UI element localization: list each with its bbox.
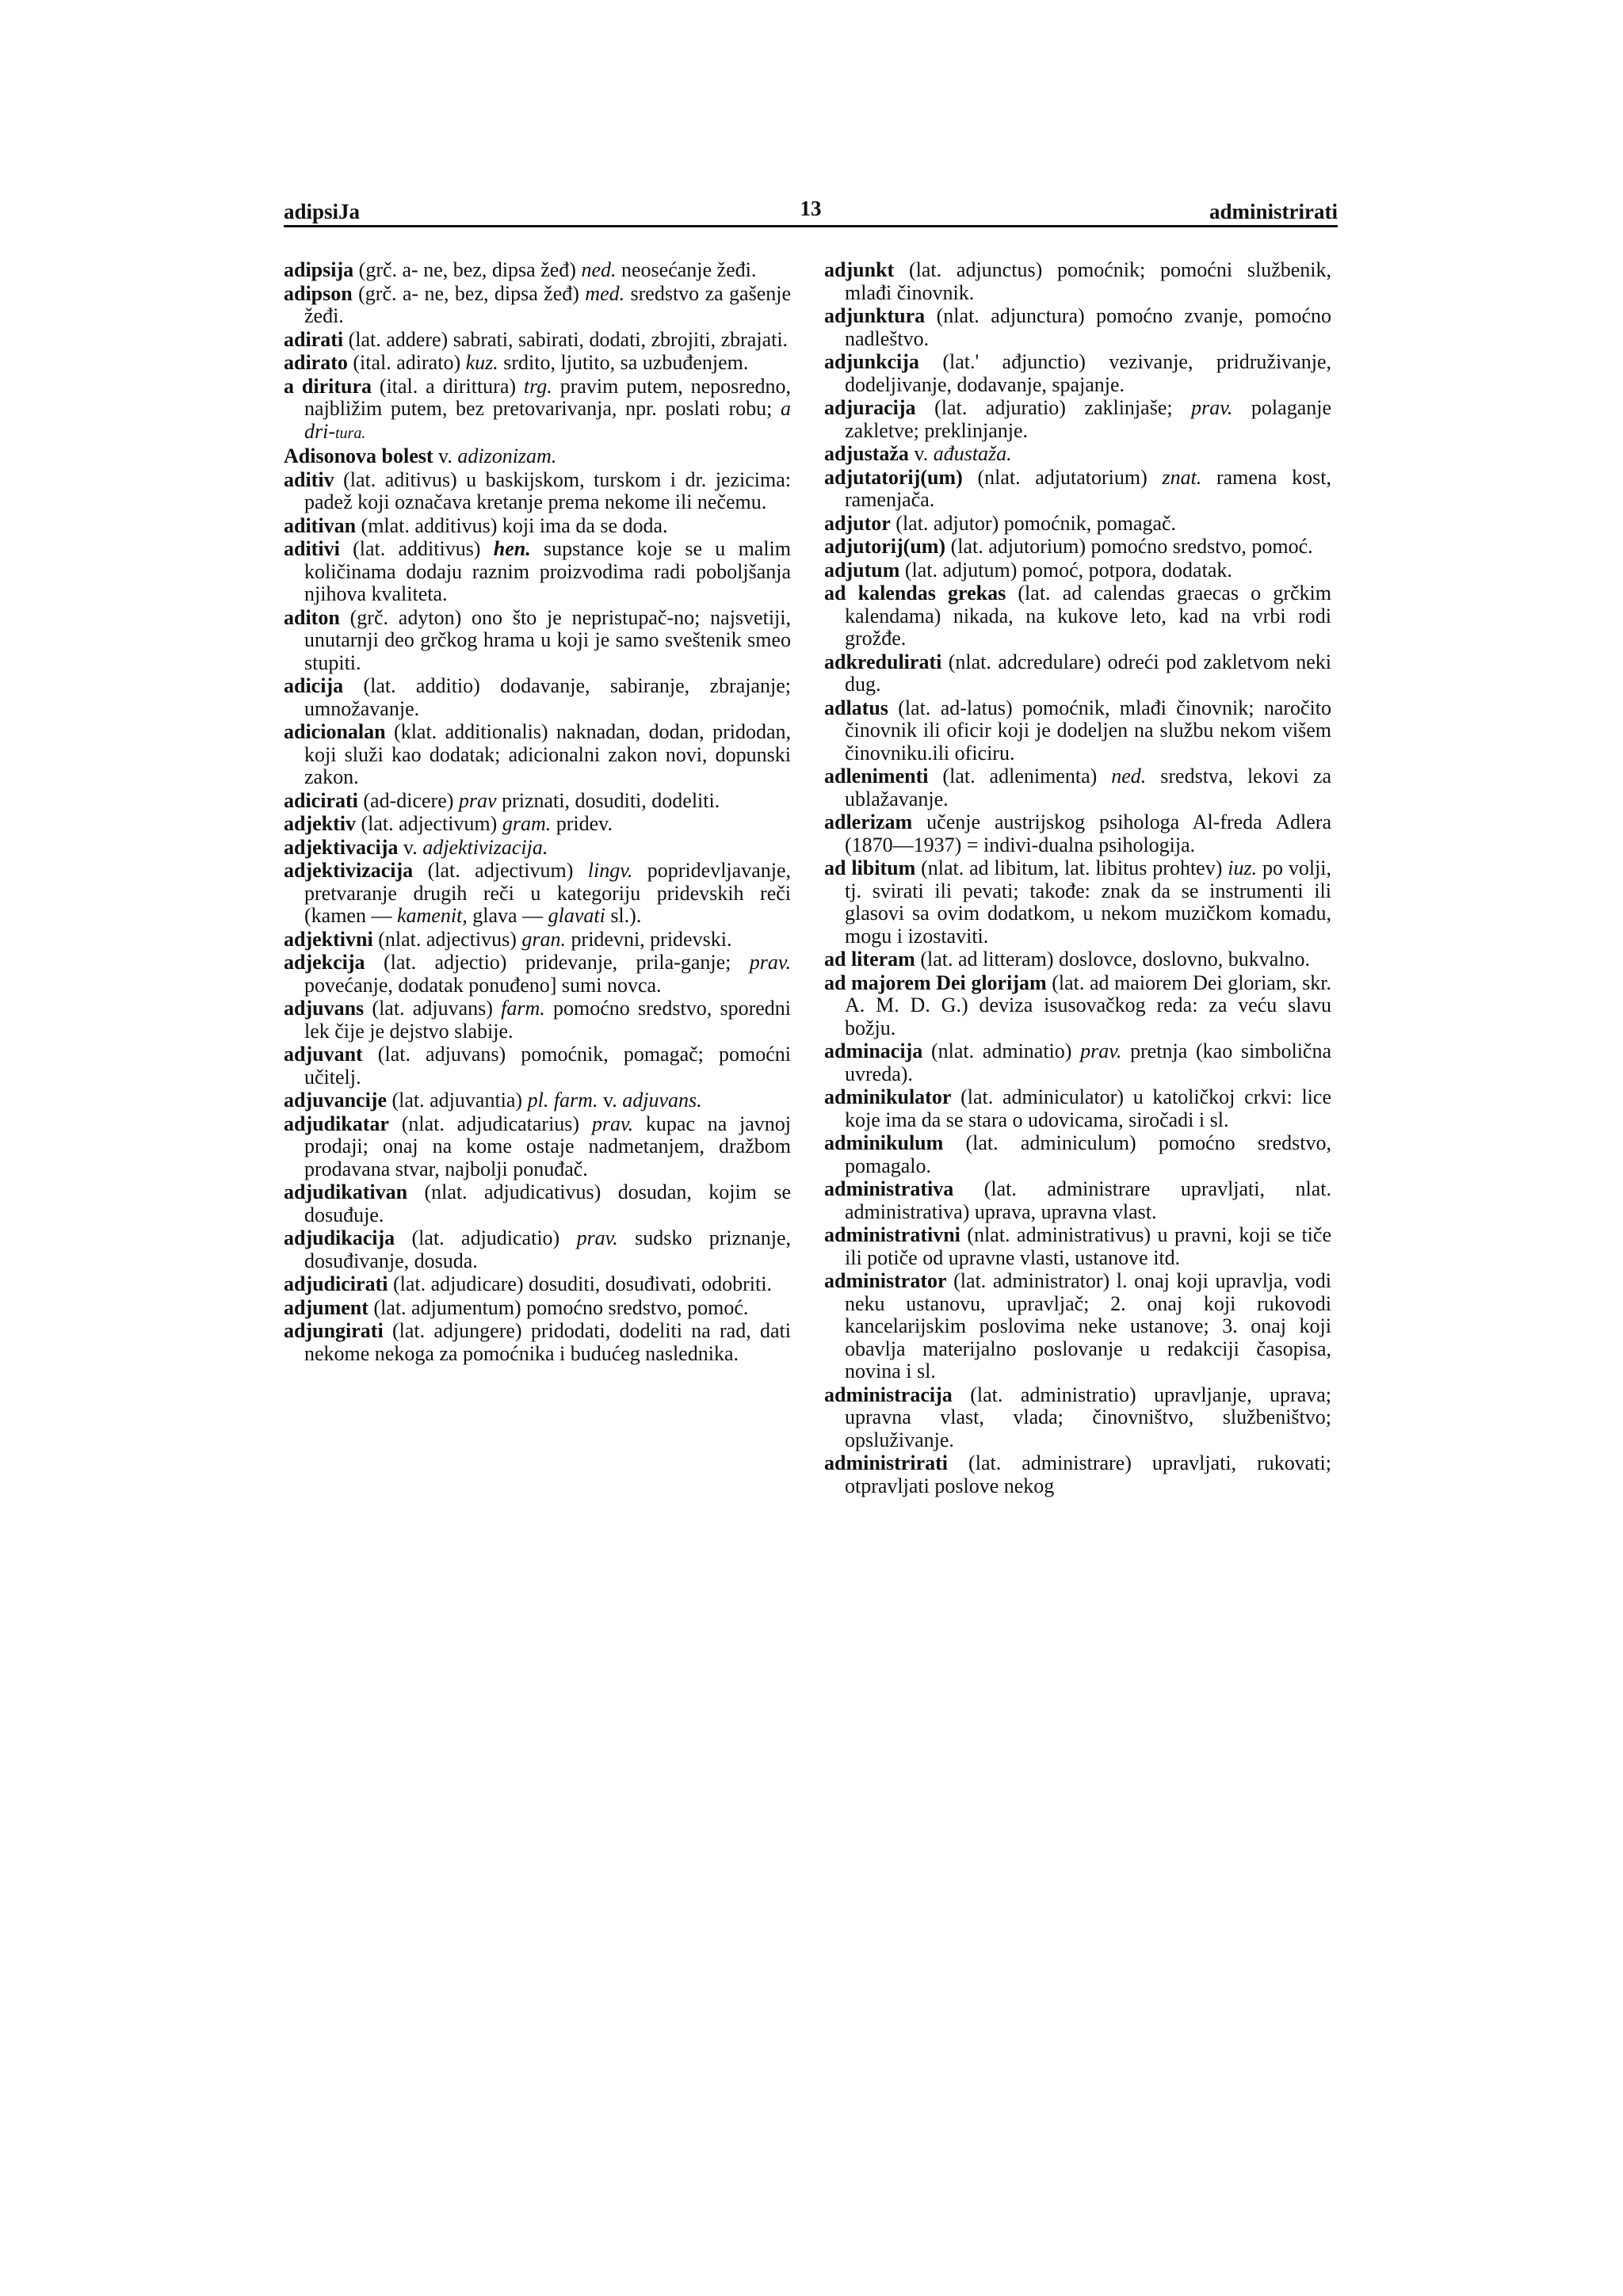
entry-definition-text: kupac na javnoj prodaji; onaj na kome ostaje nadmetanjem, dražbom prodavana stvar, najbolji ponuđač. [304, 1112, 791, 1180]
dictionary-entry [824, 559, 1331, 582]
dictionary-page [284, 196, 1338, 1497]
entry-definition-text: (lat. additivus) [339, 537, 494, 560]
dictionary-entry [284, 1113, 791, 1181]
dictionary-entry [824, 1178, 1331, 1223]
entry-headword: ad literam [824, 948, 915, 971]
entry-definition-text: ađustaža. [933, 442, 1012, 465]
entry-headword: adjutum [824, 558, 900, 582]
dictionary-entry [284, 790, 791, 813]
entry-definition-text: kuz. [465, 351, 498, 374]
entry-definition-text: (lat.' ađjunctio) vezivanje, pridruživanje, dodeljivanje, dodavanje, spajanje. [845, 350, 1331, 396]
entry-definition-text: prav. [1191, 396, 1233, 419]
entry-definition-text: adizonizam. [457, 444, 557, 467]
entry-headword: adjument [284, 1295, 369, 1319]
dictionary-entry [284, 259, 791, 282]
entry-headword: adkredulirati [824, 650, 942, 673]
entry-definition-text: (lat. adjudicare) dosuditi, dosuđivati, odobriti. [388, 1272, 772, 1295]
entry-headword: administrativni [824, 1223, 960, 1246]
page-number: 13 [800, 196, 822, 220]
dictionary-entry [284, 929, 791, 952]
entry-headword: aditivan [284, 513, 357, 537]
entry-headword: adipsija [284, 258, 354, 281]
entry-headword: adjudikativan [284, 1180, 408, 1203]
dictionary-entry [284, 860, 791, 928]
entry-definition-text: (lat. additio) dodavanje, sabiranje, zbrajanje; umnožavanje. [304, 674, 791, 720]
dictionary-entry [824, 536, 1331, 559]
entry-definition-text: (ital. a dirittura) [372, 374, 524, 398]
entry-definition-text: (lat. adjutum) pomoć, potpora, dodatak. [899, 558, 1232, 582]
entry-definition-text: (lat. ad calendas graecas o grčkim kalendama) nikada, na kukove leto, kad na vrbi rodi grožđe. [845, 582, 1331, 650]
entry-definition-text: prav. [1080, 1039, 1122, 1062]
entry-headword: adjektivizacija [284, 859, 414, 882]
entry-definition-text: pl. farm. [527, 1089, 598, 1112]
dictionary-entry [284, 952, 791, 997]
dictionary-entry [824, 397, 1331, 442]
entry-headword: ad kalendas grekas [824, 582, 1006, 605]
left-column [284, 259, 791, 1366]
entry-definition-text: glavati [548, 904, 605, 927]
dictionary-entry [824, 811, 1331, 856]
entry-definition-text: prav. [749, 951, 791, 974]
entry-headword: adicirati [284, 788, 358, 812]
entry-headword: adirato [284, 351, 348, 374]
entry-definition-text: priznati, dosuditi, dodeliti. [496, 788, 720, 812]
dictionary-entry [284, 1227, 791, 1272]
entry-definition-text: pretnja (kao simbolična uvreda). [845, 1039, 1331, 1085]
entry-definition-text: ned. [1111, 765, 1147, 788]
entry-definition-text: povećanje, dodatak ponuđeno] sumi novca. [304, 973, 662, 997]
entry-definition-text: pridev. [551, 812, 613, 835]
entry-definition-text: (nlat. administrativus) u pravni, koji se tiče ili potiče od upravne vlasti, ustanove itd. [845, 1223, 1331, 1269]
entry-definition-text: v. [398, 835, 423, 859]
entry-headword: adjektivacija [284, 835, 399, 859]
dictionary-entry [284, 1089, 791, 1112]
entry-definition-text: (lat. adjunctus) pomoćnik; pomoćni službenik, mlađi činovnik. [845, 258, 1331, 304]
dictionary-entry [284, 721, 791, 789]
entry-definition-text: (lat. ad litteram) doslovce, doslovno, bukvalno. [915, 948, 1311, 971]
entry-headword: adminikulator [824, 1085, 952, 1108]
entry-definition-text: učenje austrijskog psihologa Al-freda Adlera (1870—1937) = indivi-dualna psihologija. [845, 810, 1331, 856]
entry-headword: adlenimenti [824, 765, 929, 788]
dictionary-entry [284, 1181, 791, 1226]
entry-headword: adjustaža [824, 442, 909, 465]
entry-headword: adipson [284, 281, 353, 305]
entry-definition-text: (nlat. ad libitum, lat. libitus prohtev) [915, 856, 1228, 879]
entry-definition-text: prav. [591, 1112, 634, 1135]
dictionary-entry [824, 972, 1331, 1040]
entry-definition-text: neosećanje žeđi. [616, 258, 757, 281]
entry-headword: adjuvans [284, 997, 365, 1020]
dictionary-entry [284, 469, 791, 514]
header-first-entry: adipsiJa [284, 200, 361, 223]
dictionary-entry [284, 445, 791, 468]
dictionary-entry [284, 813, 791, 836]
entry-headword: adjekcija [284, 951, 365, 974]
entry-definition-text: v. [433, 444, 458, 467]
dictionary-entry [284, 538, 791, 606]
entry-headword: ad majorem Dei glorijam [824, 971, 1047, 994]
entry-definition-text: (lat. adjumentum) pomoćno sredstvo, pomoć. [368, 1295, 749, 1319]
dictionary-entry [284, 352, 791, 375]
entry-definition-text: v. [598, 1089, 623, 1112]
entry-definition-text: adjektivizacija. [422, 835, 548, 859]
entry-headword: adjunkt [824, 258, 895, 281]
entry-definition-text: glava — [467, 904, 548, 927]
entry-definition-text: a dri- [304, 397, 791, 443]
entry-headword: adjuracija [824, 396, 916, 419]
entry-headword: adjunkcija [824, 350, 919, 373]
entry-definition-text: (ital. adirato) [347, 351, 466, 374]
right-column [824, 259, 1331, 1498]
entry-definition-text: hen. [493, 537, 531, 560]
entry-definition-text: gram. [502, 812, 552, 835]
entry-headword: adjutorij(um) [824, 535, 946, 558]
dictionary-entry [824, 582, 1331, 650]
entry-definition-text: gran. [521, 927, 567, 951]
dictionary-entry [284, 515, 791, 538]
entry-definition-text: (grč. a- ne, bez, dipsa žeđ) [353, 258, 582, 281]
entry-headword: adjektiv [284, 812, 356, 835]
entry-headword: adjudikatar [284, 1112, 389, 1135]
entry-definition-text: (nlat. adminatio) [922, 1039, 1081, 1062]
dictionary-entry [284, 1043, 791, 1089]
entry-definition-text: iuz. [1228, 856, 1258, 879]
entry-definition-text: (lat. adjuvans) pomoćnik, pomagač; pomoćni učitelj. [304, 1043, 791, 1089]
entry-headword: adjuvancije [284, 1089, 387, 1112]
dictionary-entry [824, 351, 1331, 396]
entry-headword: adicionalan [284, 720, 386, 743]
dictionary-entry [824, 1384, 1331, 1452]
entry-definition-text: (lat. addere) sabrati, sabirati, dodati, zbrojiti, zbrajati. [343, 327, 789, 351]
entry-definition-text: tura. [335, 424, 366, 442]
entry-definition-text: adjuvans. [622, 1089, 702, 1112]
dictionary-entry [824, 1270, 1331, 1383]
entry-headword: adjunktura [824, 304, 926, 327]
dictionary-entry [824, 697, 1331, 765]
entry-headword: administrator [824, 1269, 947, 1292]
entry-definition-text: (lat. administrare) upravljati, rukovati; otpravljati poslove nekog [845, 1451, 1331, 1497]
entry-definition-text: sl.). [605, 904, 642, 927]
entry-definition-text: lingv. [587, 859, 633, 882]
entry-definition-text: (lat. adjutorium) pomoćno sredstvo, pomoć. [945, 535, 1313, 558]
entry-definition-text: (nlat. adcredulare) odreći pod zakletvom neki dug. [845, 650, 1331, 696]
entry-definition-text: sredstvo za gašenje žeđi. [304, 281, 792, 327]
dictionary-entry [284, 997, 791, 1043]
entry-headword: adjudikacija [284, 1226, 395, 1249]
entry-definition-text: (lat. adjectio) pridevanje, prila-ganje; [365, 951, 750, 974]
dictionary-entry [824, 1040, 1331, 1085]
entry-headword: adjutatorij(um) [824, 465, 963, 489]
entry-definition-text: (lat. aditivus) u baskijskom, turskom i dr. jezicima: padež koji označava kretanje prema nekome ili nečemu. [304, 467, 791, 513]
dictionary-entry [824, 765, 1331, 810]
entry-definition-text: (lat. adjuvans) [364, 997, 502, 1020]
entry-definition-text: (nlat. adjutatorium) [962, 465, 1163, 489]
entry-definition-text: prav [458, 788, 497, 812]
entry-definition-text: pravim putem, neposredno, najbližim putem, bez pretovarivanja, npr. poslati robu; [304, 374, 791, 420]
dictionary-entry [824, 948, 1331, 971]
entry-definition-text: (lat. adjectivum) [356, 812, 502, 835]
entry-definition-text: (lat. administratio) upravljanje, uprava; upravna vlast, vlada; činovništvo, službeništvo; opsluživanje. [845, 1383, 1331, 1451]
entry-headword: adjuvant [284, 1043, 363, 1066]
entry-headword: aditon [284, 605, 340, 629]
entry-headword: administracija [824, 1383, 953, 1406]
entry-definition-text: (nlat. adjudicatarius) [388, 1112, 592, 1135]
entry-definition-text: (lat. adjungere) pridodati, dodeliti na rad, dati nekome nekoga za pomoćnika i budućeg naslednika. [304, 1319, 791, 1365]
entry-definition-text: med. [585, 281, 625, 305]
dictionary-entry [824, 259, 1331, 304]
dictionary-entry [824, 443, 1331, 466]
entry-definition-text: pridevni, pridevski. [566, 927, 732, 951]
entry-definition-text: sredstva, lekovi za ublažavanje. [845, 765, 1332, 810]
entry-headword: adjudicirati [284, 1272, 388, 1295]
entry-definition-text: (grč. a- ne, bez, dipsa žeđ) [352, 281, 586, 305]
entry-headword: adirati [284, 327, 344, 351]
dictionary-entry [824, 1086, 1331, 1131]
dictionary-entry [824, 1452, 1331, 1497]
dictionary-entry [824, 651, 1331, 696]
entry-headword: adjektivni [284, 927, 373, 951]
running-header [284, 196, 1338, 227]
entry-definition-text: (lat. adminiculator) u katoličkoj crkvi: lice koje ima da se stara o udovicama, siročadi i sl. [845, 1085, 1331, 1131]
entry-definition-text: (ad-dicere) [357, 788, 459, 812]
entry-definition-text: kamenit, [396, 904, 468, 927]
entry-headword: adlatus [824, 696, 888, 719]
entry-headword: adjungirati [284, 1319, 384, 1342]
dictionary-entry [824, 857, 1331, 948]
entry-definition-text: (klat. additionalis) naknadan, dodan, pridodan, koji služi kao dodatak; adicionalni zakon novi, dopunski zakon. [304, 720, 791, 788]
dictionary-entry [824, 1224, 1331, 1269]
entry-definition-text: ramena kost, ramenjača. [845, 465, 1331, 511]
entry-definition-text: (nlat. adjudicativus) dosudan, kojim se dosuđuje. [304, 1180, 791, 1226]
dictionary-entry [824, 1132, 1331, 1177]
entry-definition-text: znat. [1162, 465, 1202, 489]
dictionary-entry [284, 1273, 791, 1296]
dictionary-entry [284, 1320, 791, 1365]
entry-headword: administrirati [824, 1451, 948, 1474]
entry-headword: adjutor [824, 511, 891, 535]
entry-definition-text: sudsko priznanje, dosuđivanje, dosuda. [304, 1226, 791, 1272]
dictionary-entry [284, 376, 791, 445]
entry-definition-text: (lat. adminiculum) pomoćno sredstvo, pomagalo. [845, 1131, 1331, 1177]
entry-definition-text: (mlat. additivus) koji ima da se doda. [356, 513, 668, 537]
entry-definition-text: (nlat. adjectivus) [372, 927, 522, 951]
entry-definition-text: (lat. administrare upravljati, nlat. administrativa) uprava, upravna vlast. [845, 1177, 1331, 1223]
entry-definition-text: (lat. adjuratio) zaklinjaše; [915, 396, 1192, 419]
entry-definition-text: ned. [581, 258, 617, 281]
entry-definition-text: pomoćno sredstvo, sporedni lek čije je dejstvo slabije. [304, 997, 791, 1043]
entry-definition-text: trg. [523, 374, 552, 398]
entry-headword: ad libitum [824, 856, 916, 879]
dictionary-entry [284, 837, 791, 860]
entry-headword: adminacija [824, 1039, 923, 1062]
entry-definition-text: po volji, tj. svirati ili pevati; takođe: znak da se instrumenti ili glasovi sa ovim dodatkom, u nekom muzičkom komadu, mogu i izostaviti. [845, 856, 1332, 948]
dictionary-entry [284, 329, 791, 352]
entry-definition-text: (lat. adjutor) pomoćnik, pomagač. [890, 511, 1177, 535]
entry-definition-text: farm. [501, 997, 545, 1020]
entry-headword: adlerizam [824, 810, 913, 833]
entry-headword: Adisonova bolest [284, 444, 433, 467]
entry-definition-text: popridevljavanje, pretvaranje drugih reči u kategoriju pridevskih reči (kamen — [304, 859, 791, 927]
entry-definition-text: (lat. adjuvantia) [387, 1089, 528, 1112]
dictionary-entry [284, 1297, 791, 1320]
dictionary-entry [824, 513, 1331, 536]
header-last-entry: administrirati [1209, 200, 1338, 223]
entry-definition-text: (lat. adlenimenta) [928, 765, 1112, 788]
entry-definition-text: (lat. ad-latus) pomoćnik, mlađi činovnik; naročito činovnik ili oficir koji je dodeljen na službu nekom višem činovniku.ili oficiru. [845, 696, 1331, 765]
entry-definition-text: (nlat. adjunctura) pomoćno zvanje, pomoćno nadleštvo. [845, 304, 1331, 350]
dictionary-entry [824, 467, 1331, 512]
entry-definition-text: srdito, ljutito, sa uzbuđenjem. [498, 351, 749, 374]
entry-definition-text: (lat. ad maiorem Dei gloriam, skr. A. M. D. G.) deviza isusovačkog reda: za veću slavu božju. [845, 971, 1331, 1039]
entry-definition-text: (lat. adjectivum) [413, 859, 588, 882]
dictionary-entry [284, 283, 791, 328]
entry-headword: adminikulum [824, 1131, 944, 1154]
entry-definition-text: supstance koje se u malim količinama dodaju raznim proizvodima radi poboljšanja njihova kvaliteta. [304, 537, 792, 605]
entry-definition-text: v. [908, 442, 934, 465]
entry-headword: aditiv [284, 467, 334, 491]
entry-headword: aditivi [284, 537, 340, 560]
dictionary-entry [824, 305, 1331, 350]
entry-definition-text: polaganje zakletve; preklinjanje. [845, 396, 1331, 442]
entry-definition-text: (lat. administrator) l. onaj koji upravlja, vodi neku ustanovu, upravljač; 2. onaj koji rukovodi kancelarijskim poslovima neke ustanove; 3. onaj koji obavlja materijalno poslovanje u redakciji časopisa, novina i sl. [845, 1269, 1331, 1383]
entry-definition-text: (grč. adyton) ono što je nepristupač-no; najsvetiji, unutarnji deo grčkog hrama u koji je samo sveštenik smeo stupiti. [304, 605, 791, 674]
dictionary-entry [284, 675, 791, 720]
entry-definition-text: prav. [576, 1226, 618, 1249]
entry-headword: adicija [284, 674, 344, 697]
entry-definition-text: (lat. adjudicatio) [395, 1226, 577, 1249]
entry-headword: administrativa [824, 1177, 954, 1200]
dictionary-entry [284, 607, 791, 675]
entry-headword: a diritura [284, 374, 372, 398]
